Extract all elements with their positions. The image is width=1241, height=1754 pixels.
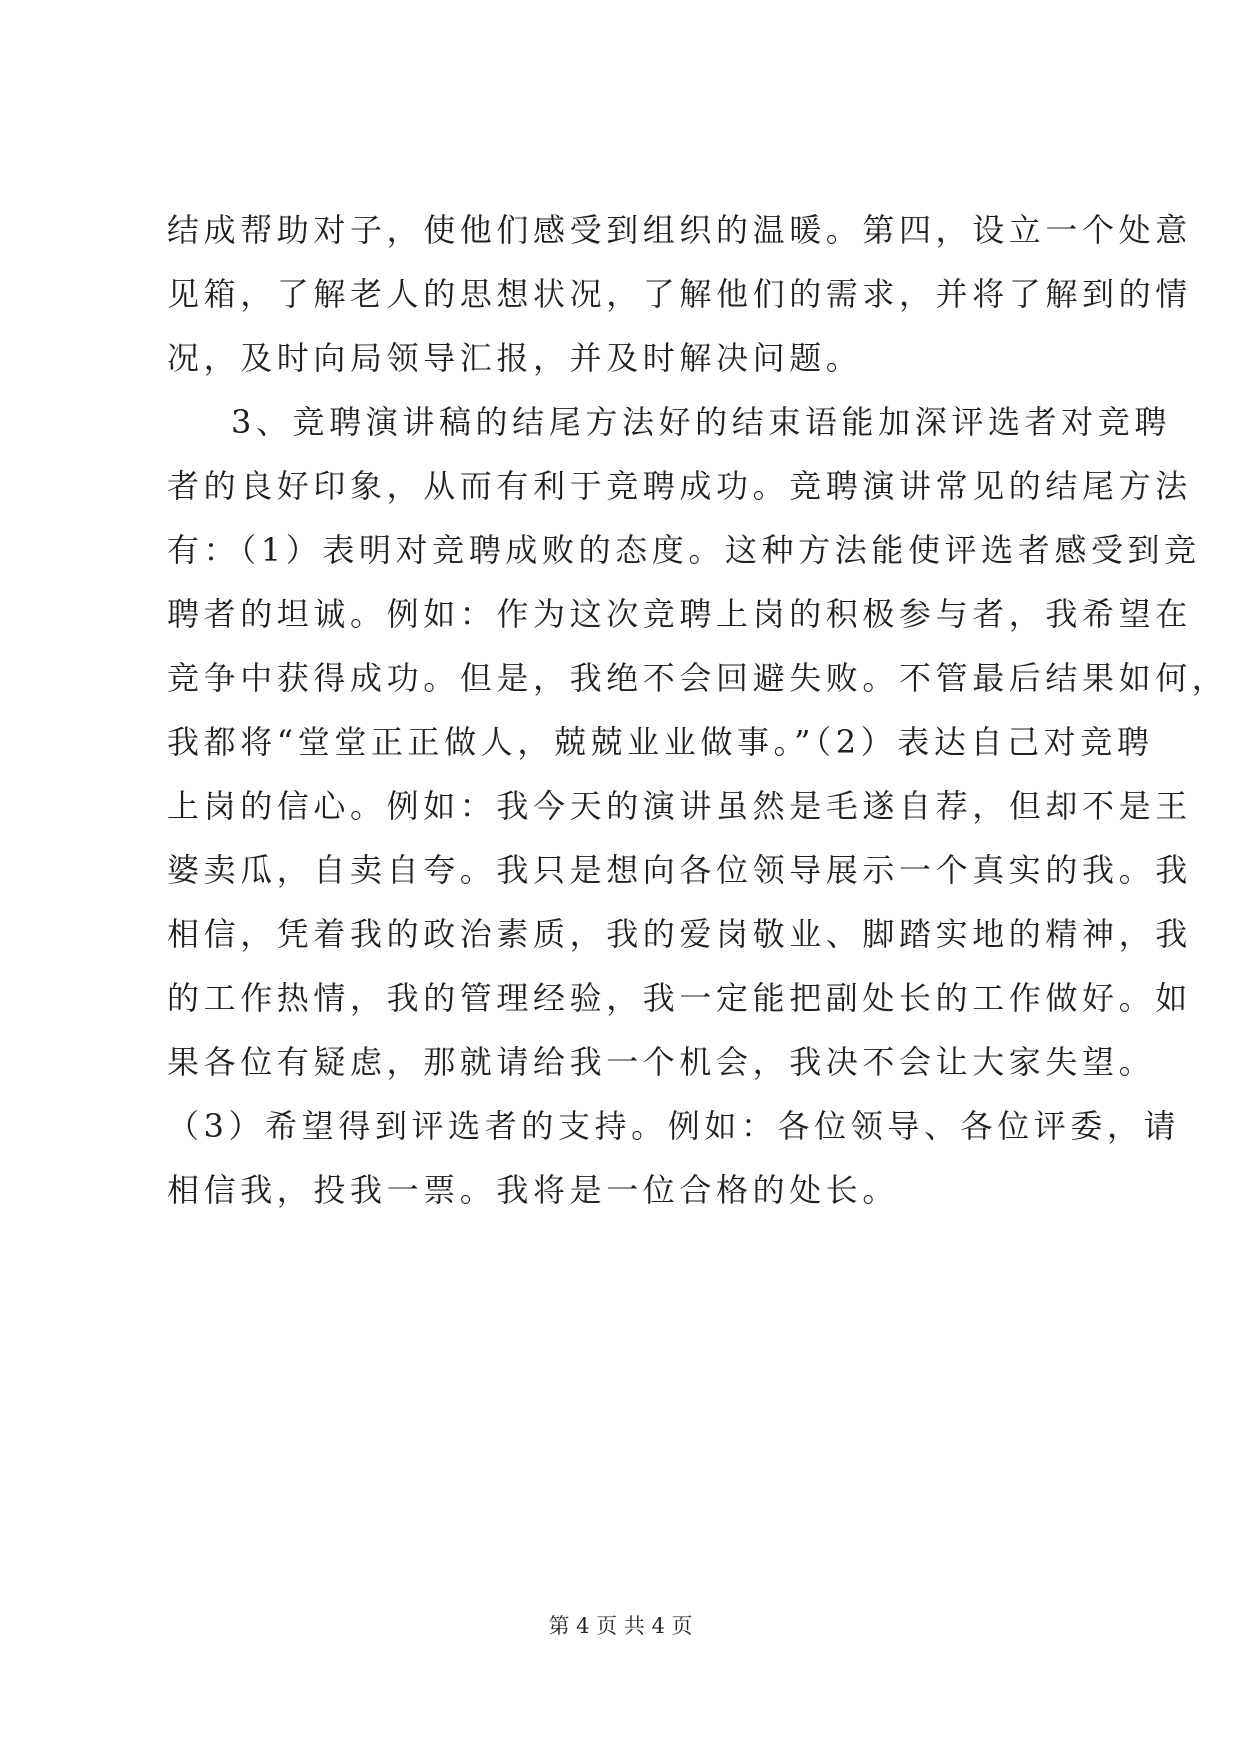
body-line: 相信我，投我一票。我将是一位合格的处长。: [167, 1171, 900, 1209]
body-line: 的工作热情，我的管理经验，我一定能把副处长的工作做好。如: [167, 979, 1192, 1017]
body-line: 结成帮助对子，使他们感受到组织的温暖。第四，设立一个处意: [167, 211, 1192, 249]
body-line: 者的良好印象，从而有利于竞聘成功。竞聘演讲常见的结尾方法: [167, 467, 1192, 505]
body-line: 况，及时向局领导汇报，并及时解决问题。: [167, 339, 863, 377]
body-line: 我都将“堂堂正正做人，兢兢业业做事。”（2）表达自己对竞聘: [167, 723, 1154, 761]
document-body: [167, 198, 1229, 1222]
body-line: 竞争中获得成功。但是，我绝不会回避失败。不管最后结果如何，: [167, 659, 1229, 697]
page-number-footer: 第 4 页 共 4 页: [548, 1614, 693, 1638]
body-line: 有：（1）表明对竞聘成败的态度。这种方法能使评选者感受到竞: [167, 531, 1201, 569]
body-line: 见箱，了解老人的思想状况，了解他们的需求，并将了解到的情: [167, 275, 1192, 313]
body-line-paragraph-start: 3、竞聘演讲稿的结尾方法好的结束语能加深评选者对竞聘: [231, 403, 1171, 441]
body-line: （3）希望得到评选者的支持。例如：各位领导、各位评委，请: [167, 1107, 1181, 1145]
body-line: 果各位有疑虑，那就请给我一个机会，我决不会让大家失望。: [167, 1043, 1156, 1081]
body-line: 相信，凭着我的政治素质，我的爱岗敬业、脚踏实地的精神，我: [167, 915, 1192, 953]
body-line: 聘者的坦诚。例如：作为这次竞聘上岗的积极参与者，我希望在: [167, 595, 1192, 633]
body-line: 上岗的信心。例如：我今天的演讲虽然是毛遂自荐，但却不是王: [167, 787, 1192, 825]
body-line: 婆卖瓜，自卖自夸。我只是想向各位领导展示一个真实的我。我: [167, 851, 1192, 889]
